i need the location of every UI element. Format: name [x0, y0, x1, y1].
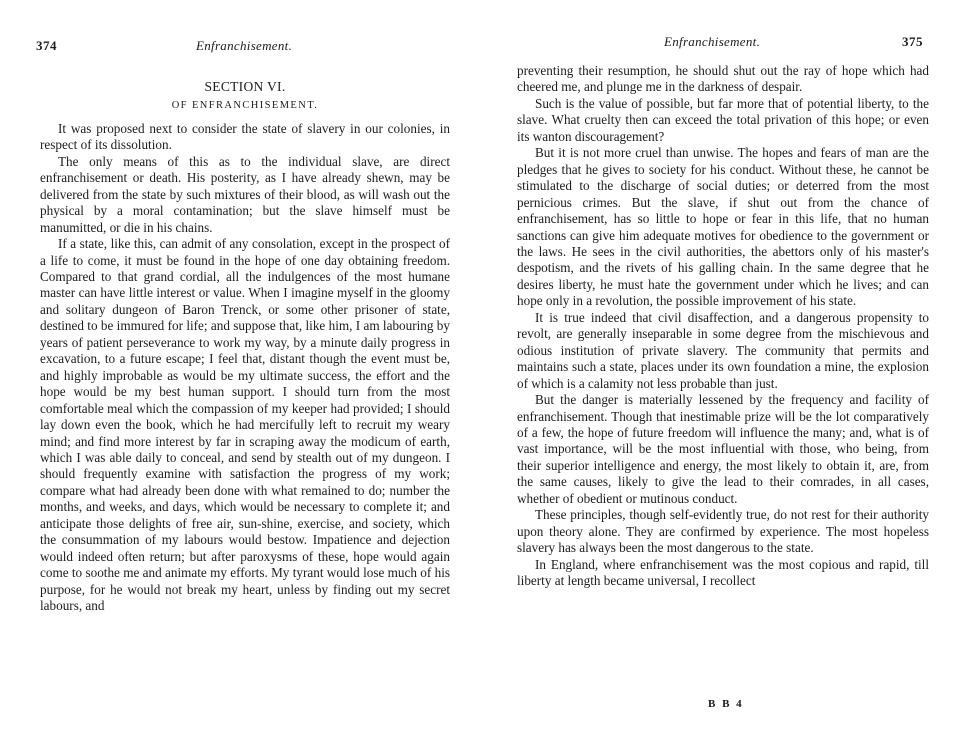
- section-subheading: OF ENFRANCHISEMENT.: [171, 100, 319, 112]
- continued-paragraph: preventing their resumption, he should shut out the ray of hope which had cheered me, and plunge me in the darkness of despair.: [517, 63, 929, 95]
- right-page: [490, 0, 980, 752]
- page-number: 374: [36, 38, 57, 53]
- signature-mark: B B 4: [708, 698, 744, 710]
- paragraph: The only means of this as to the individual slave, are direct enfranchisement or death. His posterity, as I have already shewn, may be delivered from the state by such mixtures of their blood, as will wash out the physical by a moral contamination; but the slave himself must be manumitted, or die in his chains.: [40, 153, 450, 235]
- page-number: 375: [902, 34, 923, 49]
- running-head: Enfranchisement.: [664, 34, 761, 49]
- paragraph: These principles, though self-evidently true, do not rest for their authority upon theory alone. They are confirmed by experience. The most hopeless slavery has always been the most dangerous to the state.: [517, 507, 929, 556]
- paragraph: Such is the value of possible, but far more that of potential liberty, to the slave. What cruelty then can exceed the total privation of this hope; or even its wanton discouragement?: [517, 95, 929, 144]
- paragraph: In England, where enfranchisement was the most copious and rapid, till liberty at length became universal, I recollect: [517, 556, 929, 589]
- right-page-body: [517, 63, 929, 590]
- paragraph: But it is not more cruel than unwise. The hopes and fears of man are the pledges that he gives to society for his conduct. Without these, he cannot be stimulated to the discharge of social duties; or deterred from the most pernicious crimes. But the slave, if shut out from the chance of enfranchisement, has so little to hope or fear in this life, that no human sanctions can give him adequate motives for obedience to the government or the laws. He sees in the civil authorities, the abettors only of his master's despotism, and the rivets of his galling chain. In the same degree that he desires liberty, he must hate the government under which he lives; and can hope only in a revolution, the possible improvement of his state.: [517, 145, 929, 309]
- section-heading: SECTION VI.: [204, 79, 286, 94]
- running-head: Enfranchisement.: [196, 38, 293, 53]
- paragraph: It is true indeed that civil disaffection, and a dangerous propensity to revolt, are generally inseparable in some degree from the mischievous and odious institution of private slavery. The community that permits and maintains such a state, places under its own foundation a mine, the explosion of which is a calamity not less probable than just.: [517, 309, 929, 391]
- paragraph: But the danger is materially lessened by the frequency and facility of enfranchisement. Though that inestimable prize will be the lot comparatively of a few, the hope of future freedom will influence the many; and, what is of vast importance, will be the most influential with those, who being, from their superior intelligence and energy, the most likely to obtain it, are, from the same causes, likely to give the lead to their comrades, in all cases, whether of obedient or mutinous conduct.: [517, 392, 929, 506]
- left-page-body: [40, 79, 450, 615]
- paragraph: If a state, like this, can admit of any consolation, except in the prospect of a life to come, it must be found in the hope of one day obtaining freedom. Compared to that grand cordial, all the indulgences of the most humane master can have little interest or value. When I imagine myself in the gloomy and solitary dungeon of Baron Trenck, or some other prisoner of state, destined to be immured for life; and suppose that, like him, I am labouring by years of patient perseverance to work my way, by a minute daily progress in excavation, to a future escape; I feel that, distant though the event must be, and highly improbable as would be my ultimate success, the effort and the hope would be my best human support. I should turn from the most comfortable meal which the compassion of my keeper had provided; I should lay down even the book, which he had mercifully left to recruit my weary mind; and find more interest by far in scraping away the modicum of earth, which I was able daily to conceal, and send by stealth out of my dungeon. I should frequently examine with satisfaction the progress of my work; compare what had already been done with what remained to do; number the months, and weeks, and days, which would be necessary to complete it; and anticipate those delights of free air, sun-shine, exercise, and society, which the consummation of my labours would bestow. Impatience and dejection would indeed often return; but after paroxysms of these, hope would again come to soothe me and animate my efforts. My tyrant would lose much of his purpose, for he would not break my heart, unless by finding out my secret labours, and: [40, 236, 450, 614]
- paragraph: It was proposed next to consider the state of slavery in our colonies, in respect of its dissolution.: [40, 120, 450, 153]
